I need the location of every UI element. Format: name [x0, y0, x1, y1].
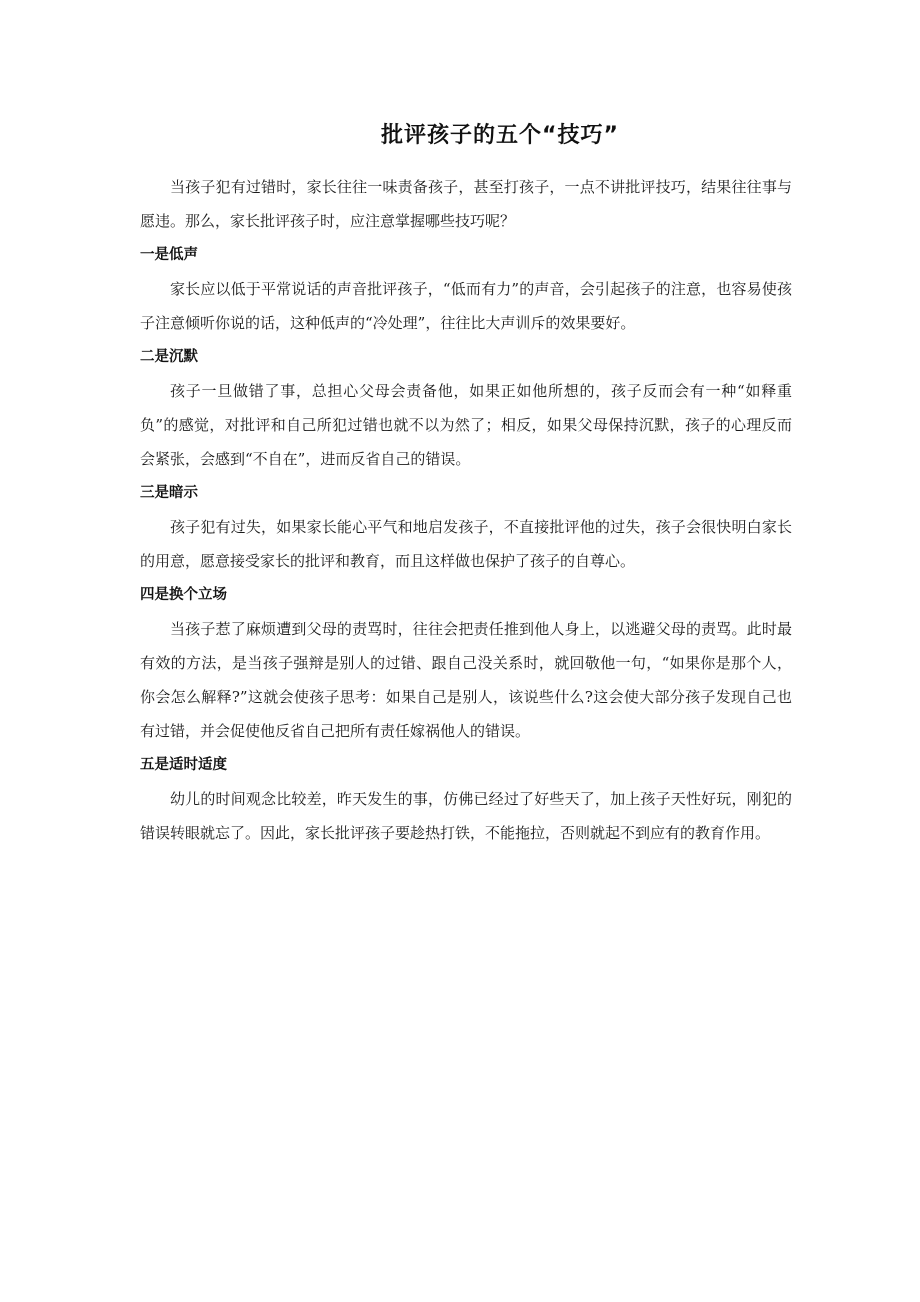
- section-heading-4: 四是换个立场: [140, 587, 227, 603]
- document-body: [140, 170, 792, 850]
- section-heading-3: 三是暗示: [140, 485, 198, 501]
- section-paragraph-4: 当孩子惹了麻烦遭到父母的责骂时，往往会把责任推到他人身上，以逃避父母的责骂。此时最有效的方法，是当孩子强辩是别人的过错、跟自己没关系时，就回敬他一句，“如果你是那个人，你会怎么解释?”这就会使孩子思考：如果自己是别人，该说些什么?这会使大部分孩子发现自己也有过错，并会促使他反省自己把所有责任嫁祸他人的错误。: [140, 620, 792, 740]
- intro-paragraph: 当孩子犯有过错时，家长往往一味责备孩子，甚至打孩子，一点不讲批评技巧，结果往往事与愿违。那么，家长批评孩子时，应注意掌握哪些技巧呢？: [140, 178, 792, 230]
- section-heading-5: 五是适时适度: [140, 757, 227, 773]
- section-paragraph-5: 幼儿的时间观念比较差，昨天发生的事，仿佛已经过了好些天了，加上孩子天性好玩，刚犯的错误转眼就忘了。因此，家长批评孩子要趁热打铁，不能拖拉，否则就起不到应有的教育作用。: [140, 790, 792, 842]
- section-paragraph-1: 家长应以低于平常说话的声音批评孩子，“低而有力”的声音，会引起孩子的注意，也容易使孩子注意倾听你说的话，这种低声的“冷处理”，往往比大声训斥的效果要好。: [140, 280, 792, 332]
- section-heading-2: 二是沉默: [140, 349, 198, 365]
- section-heading-1: 一是低声: [140, 247, 198, 263]
- document-title: 批评孩子的五个“技巧”: [381, 123, 619, 148]
- section-paragraph-2: 孩子一旦做错了事，总担心父母会责备他，如果正如他所想的，孩子反而会有一种“如释重负”的感觉，对批评和自己所犯过错也就不以为然了；相反，如果父母保持沉默，孩子的心理反而会紧张，会感到“不自在”，进而反省自己的错误。: [140, 382, 792, 468]
- section-paragraph-3: 孩子犯有过失，如果家长能心平气和地启发孩子，不直接批评他的过失，孩子会很快明白家长的用意，愿意接受家长的批评和教育，而且这样做也保护了孩子的自尊心。: [140, 518, 792, 570]
